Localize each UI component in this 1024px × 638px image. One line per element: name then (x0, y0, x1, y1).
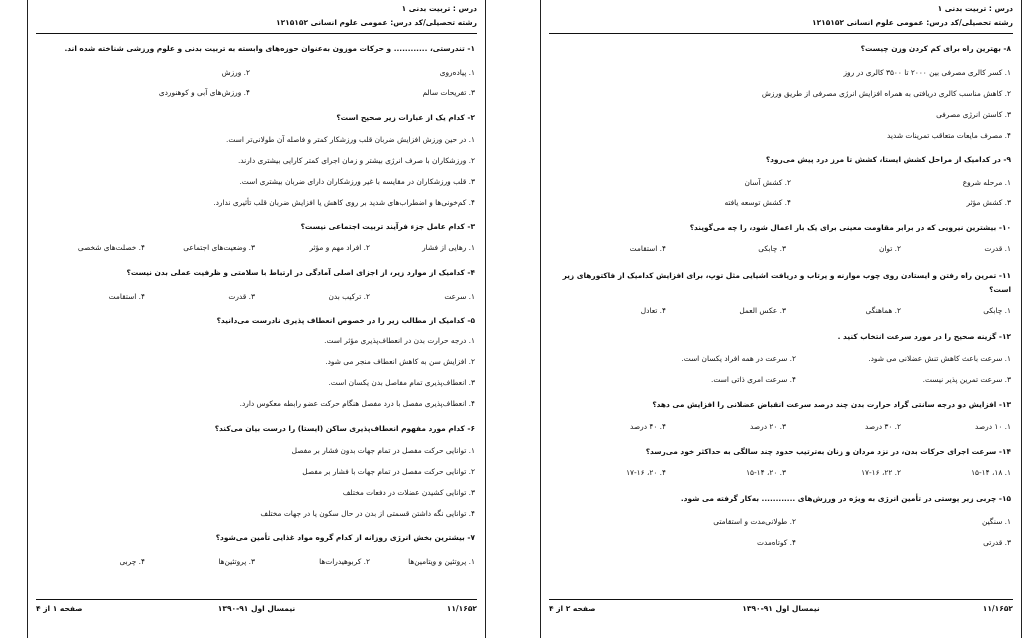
option: ۳. عکس العمل (739, 306, 786, 315)
page-footer (36, 599, 477, 621)
question-9: ۹- در کدامیک از مراحل کشش ایستا، کشش تا مرز درد پیش می‌رود؟ (765, 155, 1011, 164)
option: ۲. ۲۲، ۱۷-۱۶ (861, 468, 901, 477)
question-7: ۷- بیشترین بخش انرژی روزانه از کدام گروه مواد غذایی تأمین می‌شود؟ (215, 533, 475, 542)
option: ۲. کاهش مناسب کالری دریافتی به همراه افزایش انرژی مصرفی از طریق ورزش (761, 89, 1011, 98)
option: ۱. چابکی (983, 306, 1011, 315)
question-14: ۱۴- سرعت اجرای حرکات بدن، در نزد مردان و زنان به‌ترتیب حدود چند سالگی به حداکثر خود می‌رسد؟ (645, 447, 1011, 456)
footer-page-number: صفحه ۱ از ۴ (36, 604, 83, 613)
field-line: رشته تحصیلی/کد درس: عمومی علوم انسانی ۱۲۱۵۱۵۲ (812, 18, 1013, 27)
option: ۴. استقامت (108, 292, 145, 301)
option: ۴. کم‌خونی‌ها و اضطراب‌های شدید بر روی کاهش یا افزایش ضربان قلب تأثیری ندارد. (213, 198, 475, 207)
option: ۳. قدرتی (983, 538, 1011, 547)
option: ۴. انعطاف‌پذیری مفصل با درد مفصل هنگام حرکت عضو رابطه معکوس دارد. (239, 399, 475, 408)
option: ۲. توان (878, 244, 901, 253)
option: ۳. انعطاف‌پذیری تمام مفاصل بدن یکسان است. (328, 378, 475, 387)
option: ۳. وضعیت‌های اجتماعی (183, 243, 255, 252)
option: ۲. افراد مهم و مؤثر (309, 243, 370, 252)
option: ۳. قلب ورزشکاران در مقایسه با غیر ورزشکاران دارای ضربان بیشتری است. (239, 177, 475, 186)
option: ۴. سرعت امری ذاتی است. (711, 375, 796, 384)
option: ۳. ۲۰، ۱۵-۱۴ (746, 468, 786, 477)
option: ۳. ۲۰ درصد (749, 422, 786, 431)
option: ۱. ۱۸، ۱۵-۱۴ (971, 468, 1011, 477)
option: ۳. پروتئین‌ها (218, 557, 255, 566)
option: ۳. تفریحات سالم (422, 88, 475, 97)
option: ۲. هماهنگی (865, 306, 901, 315)
option: ۲. توانایی حرکت مفصل در تمام جهات با فشار بر مفصل (302, 467, 475, 476)
question-13: ۱۳- افزایش دو درجه سانتی گراد حرارت بدن چند درصد سرعت انقباض عضلانی را افزایش می دهد؟ (652, 400, 1011, 409)
option: ۴. ۴۰ درصد (629, 422, 666, 431)
option: ۲. کشش آسان (744, 178, 791, 187)
option: ۱. توانایی حرکت مفصل در تمام جهات بدون فشار بر مفصل (291, 446, 475, 455)
course-line: درس : تربیت بدنی ۱ (401, 4, 477, 13)
question-6: ۶- کدام مورد مفهوم انعطاف‌پذیری ساکن (ایستا) را درست بیان می‌کند؟ (214, 424, 475, 433)
exam-page-2 (540, 0, 1022, 638)
question-11: ۱۱- تمرین راه رفتن و ایستادن روی چوب موازنه و پرتاب و دریافت اشیایی مثل توپ، برای افزایش کدامیک از فاکتورهای زیر است؟ (562, 271, 1011, 294)
question-5: ۵- کدامیک از مطالب زیر را در خصوص انعطاف پذیری نادرست می‌دانید؟ (216, 316, 475, 325)
option: ۱. قدرت (984, 244, 1011, 253)
option: ۱. سنگین (981, 517, 1011, 526)
footer-semester: نیمسال اول ۹۱-۱۳۹۰ (217, 604, 296, 613)
question-1: ۱- تندرستی، ............ و حرکات موزون به‌عنوان حوزه‌های وابسته به تربیت بدنی و علوم ورزشی شناخته شده اند. (64, 44, 475, 53)
course-line: درس : تربیت بدنی ۱ (937, 4, 1013, 13)
field-line: رشته تحصیلی/کد درس: عمومی علوم انسانی ۱۲۱۵۱۵۲ (276, 18, 477, 27)
option: ۴. توانایی نگه داشتن قسمتی از بدن در حال سکون یا در جهات مختلف (260, 509, 475, 518)
option: ۲. ورزشکاران با صرف انرژی بیشتر و زمان اجرای کمتر کارایی بیشتری دارند. (237, 156, 475, 165)
option: ۱. مرحله شروع (962, 178, 1011, 187)
option: ۱. سرعت (444, 292, 475, 301)
option: ۱. پروتئین و ویتامین‌ها (408, 557, 475, 566)
exam-page-1 (27, 0, 486, 638)
option: ۴. استقامت (629, 244, 666, 253)
option: ۲. ورزش (221, 68, 250, 77)
footer-code: ۱۱/۱۶۵۲ (446, 604, 477, 613)
page-header (36, 2, 477, 36)
option: ۲. ۳۰ درصد (864, 422, 901, 431)
option: ۱. در حین ورزش افزایش ضربان قلب ورزشکار کمتر و فاصله آن طولانی‌تر است. (226, 135, 475, 144)
option: ۲. افزایش سن به کاهش انعطاف منجر می شود. (325, 357, 475, 366)
question-15: ۱۵- چربی زیر پوستی در تأمین انرژی به ویژه در ورزش‌های ............ به‌کار گرفته می شود. (680, 494, 1011, 503)
page-footer (549, 599, 1013, 621)
option: ۱. سرعت باعث کاهش تنش عضلانی می شود. (868, 354, 1011, 363)
option: ۴. چربی (119, 557, 145, 566)
question-8: ۸- بهترین راه برای کم کردن وزن چیست؟ (860, 44, 1011, 53)
option: ۲. کربوهیدرات‌ها (319, 557, 370, 566)
footer-code: ۱۱/۱۶۵۲ (982, 604, 1013, 613)
option: ۳. کشش مؤثر (966, 198, 1011, 207)
page-header (549, 2, 1013, 36)
option: ۳. قدرت (228, 292, 255, 301)
option: ۲. ترکیب بدن (328, 292, 370, 301)
option: ۲. سرعت در همه افراد یکسان است. (681, 354, 796, 363)
option: ۱. کسر کالری مصرفی بین ۲۰۰۰ تا ۳۵۰۰ کالری در روز (843, 68, 1011, 77)
question-3: ۳- کدام عامل جزء فرآیند تربیت اجتماعی نیست؟ (300, 222, 475, 231)
option: ۴. خصلت‌های شخصی (77, 243, 145, 252)
question-4: ۴- کدامیک از موارد زیر، از اجزای اصلی آمادگی در ارتباط با سلامتی و ظرفیت عملی بدن نیست؟ (126, 268, 475, 277)
option: ۳. کاستن انرژی مصرفی (936, 110, 1011, 119)
option: ۲. طولانی‌مدت و استقامتی (713, 517, 796, 526)
option: ۱. ۱۰ درصد (974, 422, 1011, 431)
option: ۴. تعادل (640, 306, 666, 315)
option: ۳. چابکی (758, 244, 786, 253)
question-2: ۲- کدام یک از عبارات زیر صحیح است؟ (336, 113, 475, 122)
footer-page-number: صفحه ۲ از ۴ (549, 604, 596, 613)
option: ۱. درجه حرارت بدن در انعطاف‌پذیری مؤثر است. (324, 336, 475, 345)
option: ۱. رهایی از فشار (422, 243, 475, 252)
footer-semester: نیمسال اول ۹۱-۱۳۹۰ (742, 604, 820, 613)
question-10: ۱۰- بیشترین نیرویی که در برابر مقاومت معینی برای یک بار اعمال شود، را چه می‌گویند؟ (689, 223, 1011, 232)
option: ۴. ۲۰، ۱۷-۱۶ (626, 468, 666, 477)
option: ۳. سرعت تمرین پذیر نیست. (922, 375, 1011, 384)
option: ۴. کشش توسعه یافته (724, 198, 791, 207)
option: ۳. توانایی کشیدن عضلات در دفعات مختلف (342, 488, 475, 497)
option: ۱. پیاده‌روی (439, 68, 475, 77)
option: ۴. مصرف مایعات متعاقب تمرینات شدید (887, 131, 1011, 140)
option: ۴. کوتاه‌مدت (757, 538, 796, 547)
option: ۴. ورزش‌های آبی و کوهنوردی (158, 88, 250, 97)
question-12: ۱۲- گزینه صحیح را در مورد سرعت انتخاب کنید . (837, 332, 1011, 341)
